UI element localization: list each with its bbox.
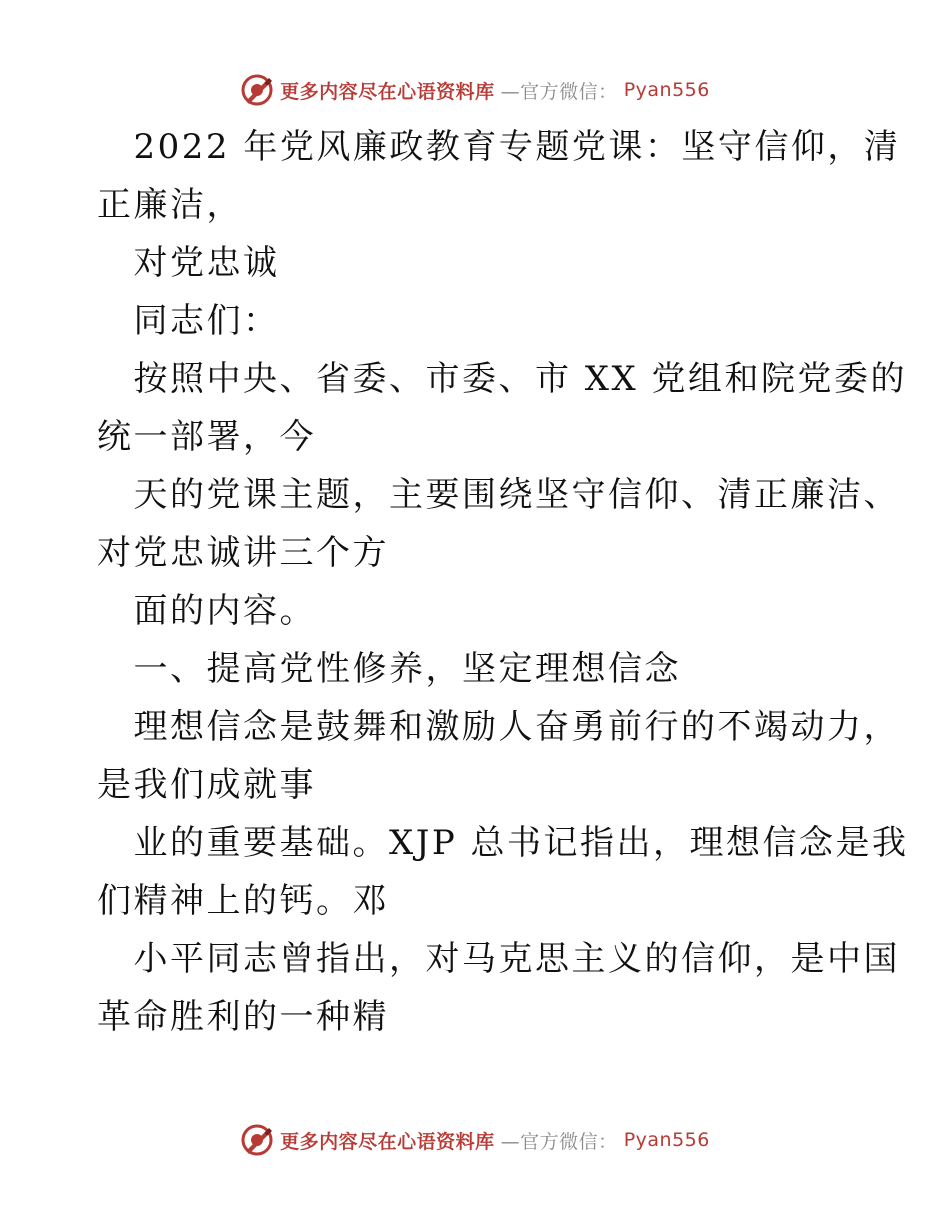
header-banner (0, 70, 950, 110)
banner-site-name: 更多内容尽在心语资料库 (280, 1130, 495, 1153)
text-line: 对党忠诚 (97, 243, 280, 283)
pen-circle-logo-icon (240, 73, 274, 107)
banner-wechat-id: Pyan556 (623, 1129, 710, 1151)
text-line: 小平同志曾指出，对马克思主义的信仰，是中国 (97, 939, 900, 979)
document-body (97, 118, 909, 1046)
text-line: 统一部署，今 (97, 417, 316, 457)
text-line: 按照中央、省委、市委、市 XX 党组和院党委的 (97, 359, 908, 399)
text-line: 对党忠诚讲三个方 (97, 533, 389, 573)
text-line: 面的内容。 (97, 591, 316, 631)
text-line: 业的重要基础。XJP 总书记指出，理想信念是我 (97, 823, 909, 863)
text-line: 理想信念是鼓舞和激励人奋勇前行的不竭动力， (97, 707, 900, 747)
text-line: 革命胜利的一种精 (97, 997, 389, 1037)
text-line: 正廉洁， (97, 185, 243, 225)
banner-wechat-label: —官方微信： (500, 80, 618, 103)
footer-banner (0, 1120, 950, 1160)
text-line: 2022 年党风廉政教育专题党课：坚守信仰，清 (97, 127, 901, 167)
banner-wechat-label: —官方微信： (500, 1130, 618, 1153)
text-line: 同志们： (97, 301, 280, 341)
text-line: 们精神上的钙。邓 (97, 881, 389, 921)
banner-site-name: 更多内容尽在心语资料库 (280, 80, 495, 103)
pen-circle-logo-icon (240, 1123, 274, 1157)
text-line: 一、提高党性修养，坚定理想信念 (97, 649, 681, 689)
text-line: 天的党课主题，主要围绕坚守信仰、清正廉洁、 (97, 475, 900, 515)
banner-wechat-id: Pyan556 (623, 79, 710, 101)
text-line: 是我们成就事 (97, 765, 316, 805)
